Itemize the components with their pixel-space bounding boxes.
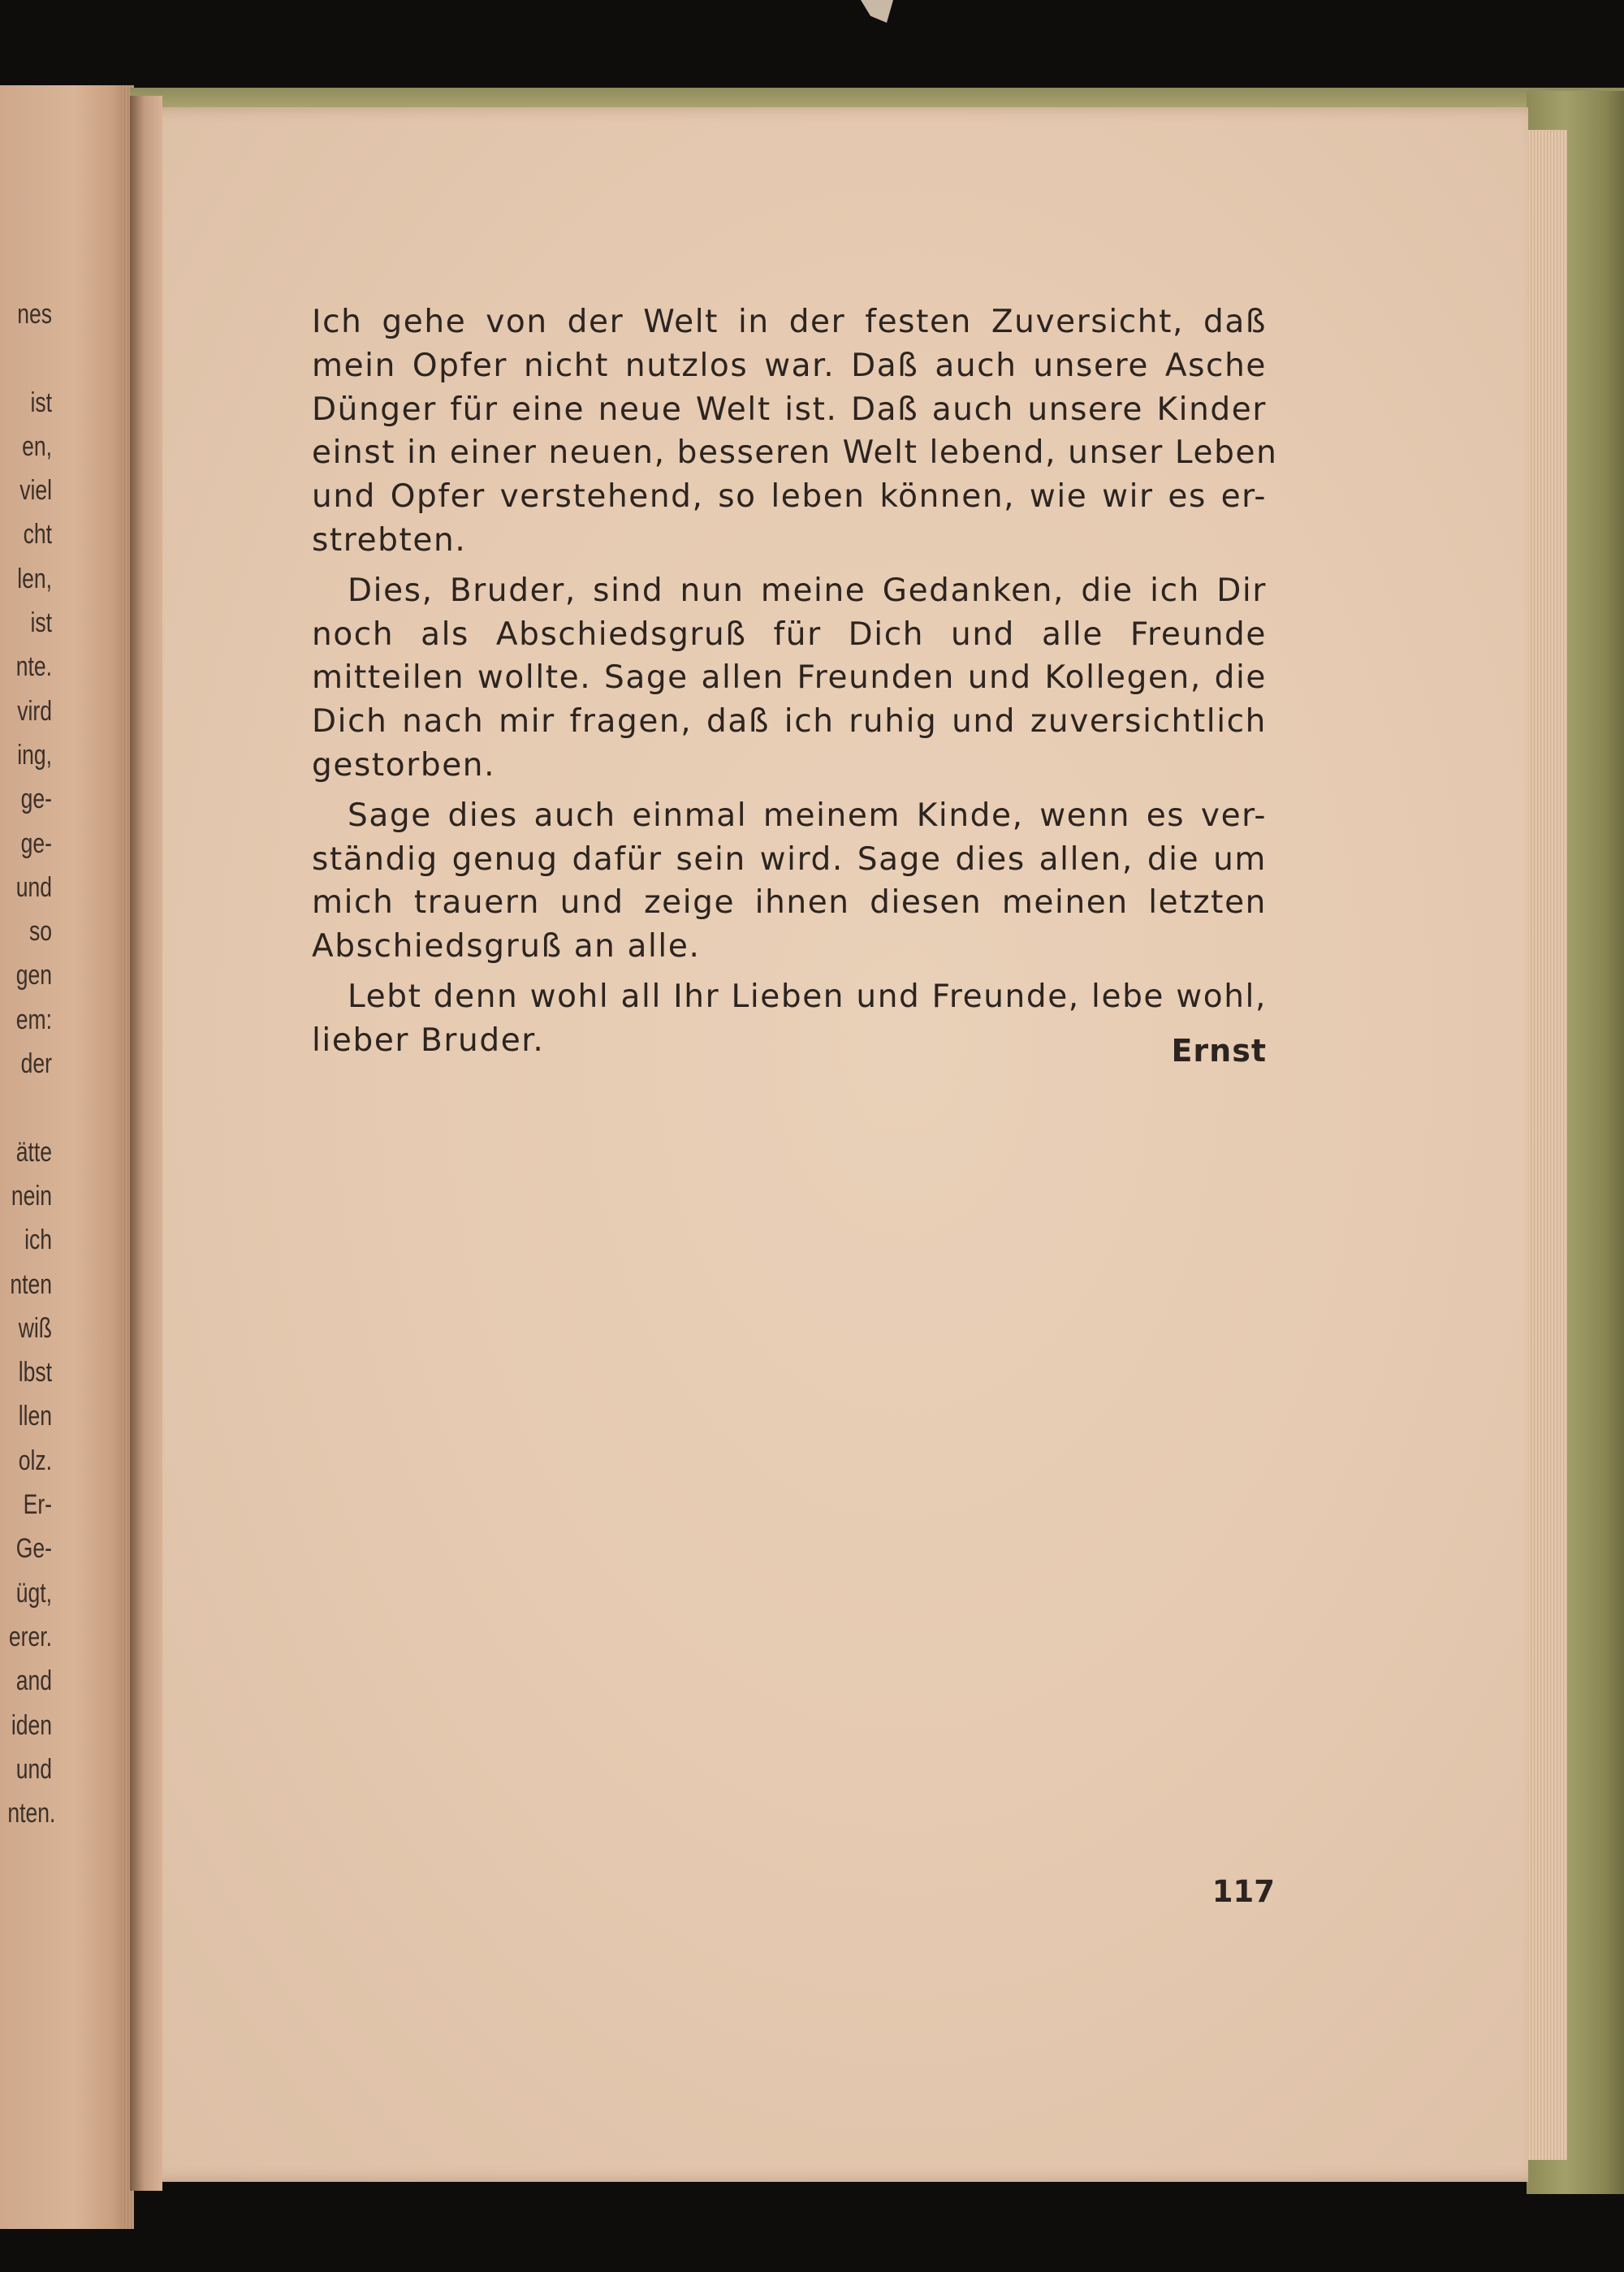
- text-line: noch als Abschiedsgruß für Dich und alle Freunde: [312, 616, 1267, 653]
- text-line: gestorben.: [312, 746, 496, 784]
- text-line: einst in einer neuen, besseren Welt lebend, unser Leben: [312, 434, 1278, 472]
- text-line: Ich gehe von der Welt in der festen Zuversicht, daß: [312, 304, 1267, 340]
- margin-fragment: der: [20, 1048, 53, 1080]
- paragraph: [312, 794, 1267, 969]
- paragraph: [312, 569, 1267, 788]
- margin-fragment: [7, 336, 52, 380]
- text-line: lieber Bruder.: [312, 1022, 545, 1059]
- margin-fragment: em:: [15, 1004, 52, 1035]
- book-cover-top: [130, 88, 1624, 109]
- margin-fragment: nten.: [7, 1798, 56, 1829]
- margin-fragment: so: [28, 916, 52, 948]
- margin-fragment: nes: [17, 299, 52, 330]
- margin-fragment: Er-: [23, 1489, 52, 1521]
- margin-fragment: gen: [15, 960, 52, 991]
- text-line: mein Opfer nicht nutzlos war. Daß auch unsere Asche: [312, 347, 1267, 384]
- torn-paper-scrap: [861, 0, 893, 23]
- text-line: Dünger für eine neue Welt ist. Daß auch unsere Kinder: [312, 391, 1267, 428]
- margin-fragment: iden: [11, 1709, 52, 1741]
- margin-fragment: vird: [17, 695, 52, 727]
- text-line: strebten.: [312, 521, 467, 559]
- page-number: 117: [1212, 1874, 1275, 1909]
- margin-fragment: ich: [24, 1225, 52, 1256]
- margin-fragment: nten: [10, 1268, 53, 1300]
- margin-fragment: wiß: [18, 1312, 52, 1344]
- margin-fragment: ge-: [20, 827, 53, 859]
- margin-fragment: cht: [23, 519, 52, 551]
- margin-fragment: and: [15, 1665, 52, 1697]
- text-line: Dich nach mir fragen, daß ich ruhig und zuversichtlich: [312, 703, 1267, 741]
- margin-fragment: nte.: [15, 651, 52, 683]
- paragraph: [312, 300, 1278, 563]
- margin-fragment: nein: [11, 1180, 52, 1212]
- text-line: Abschiedsgruß an alle.: [312, 928, 701, 965]
- text-line: ständig genug dafür sein wird. Sage dies allen, die um: [312, 840, 1267, 878]
- text-line: mitteilen wollte. Sage allen Freunden und Kollegen, die: [312, 659, 1267, 697]
- margin-fragment: ätte: [15, 1136, 52, 1168]
- letter-body: [312, 300, 1278, 1063]
- margin-fragment: ing,: [17, 739, 52, 771]
- margin-fragment: olz.: [18, 1445, 52, 1476]
- margin-fragment: und: [15, 1753, 52, 1785]
- margin-fragment: ist: [30, 387, 52, 418]
- margin-fragment: viel: [19, 475, 52, 507]
- margin-fragment: ist: [30, 607, 52, 639]
- signature: Ernst: [1171, 1033, 1267, 1069]
- text-line: Lebt denn wohl all Ihr Lieben und Freunde, lebe wohl,: [348, 978, 1267, 1015]
- margin-fragment: [7, 1086, 52, 1130]
- text-line: Dies, Bruder, sind nun meine Gedanken, die ich Dir: [348, 572, 1267, 609]
- spine-shadow: [130, 96, 162, 2191]
- margin-fragment: und: [15, 871, 52, 903]
- text-line: und Opfer verstehend, so leben können, wie wir es er-: [312, 478, 1267, 516]
- margin-fragment: ge-: [20, 784, 53, 815]
- left-page: [0, 85, 134, 2229]
- text-line: mich trauern und zeige ihnen diesen meinen letzten: [312, 884, 1267, 922]
- margin-fragment: ügt,: [15, 1577, 52, 1609]
- left-page-margin-text: [0, 292, 56, 1835]
- margin-fragment: Ge-: [15, 1533, 52, 1565]
- margin-fragment: erer.: [8, 1621, 52, 1652]
- margin-fragment: lbst: [18, 1357, 52, 1389]
- margin-fragment: en,: [22, 430, 52, 462]
- margin-fragment: llen: [18, 1401, 52, 1432]
- text-line: Sage dies auch einmal meinem Kinde, wenn es ver-: [348, 797, 1267, 834]
- margin-fragment: len,: [17, 563, 52, 594]
